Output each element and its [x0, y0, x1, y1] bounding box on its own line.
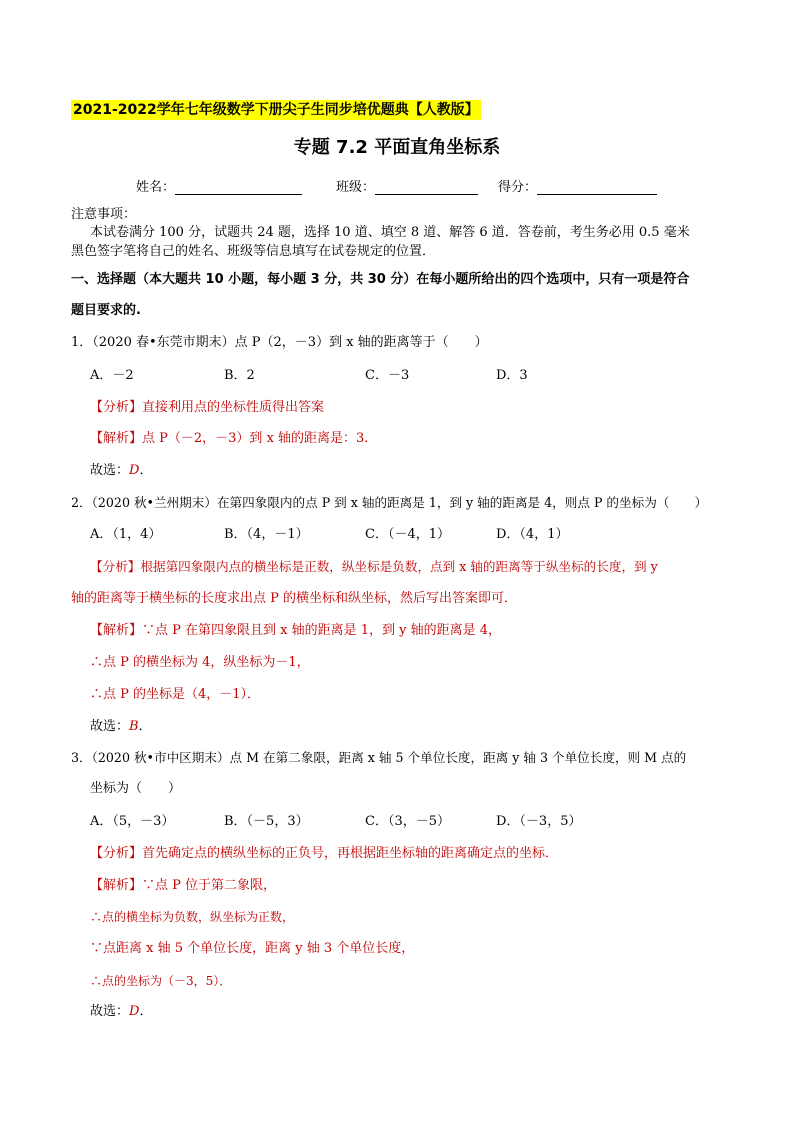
question-2-stem: 2．（2020 秋•兰州期末）在第四象限内的点 P 到 x 轴的距离是 1，到 y 轴的距离是 4，则点 P 的坐标为（ ） [71, 495, 708, 510]
analysis-text: 首先确定点的横纵坐标的正负号，再根据距坐标轴的距离确定点的坐标． [142, 846, 559, 861]
question-3-answer [90, 1002, 152, 1022]
question-1-options [90, 366, 730, 386]
name-label: 姓名： [136, 180, 176, 195]
option-a[interactable]: A．（1，4） [90, 527, 162, 542]
answer-suffix: ． [139, 1004, 153, 1019]
question-3-solution-line-3: ∵点距离 x 轴 5 个单位长度，距离 y 轴 3 个单位长度， [90, 941, 415, 956]
question-1-solution [90, 429, 377, 449]
option-b[interactable]: B．（－5，3） [224, 814, 309, 829]
question-3-solution-line-4: ∴点的坐标为（－3，5）． [90, 974, 232, 988]
score-field [498, 176, 657, 195]
notes-line-1: 本试卷满分 100 分，试题共 24 题，选择 10 道、填空 8 道、解答 6 道．答卷前，考生务必用 0.5 毫米 [90, 225, 690, 240]
answer-prefix: 故选： [90, 463, 130, 478]
answer-letter: D [129, 1004, 140, 1019]
student-info-row [0, 176, 794, 196]
analysis-tag: 【分析】 [90, 400, 143, 415]
question-3-solution-line-1 [90, 876, 276, 896]
analysis-text: 直接利用点的坐标性质得出答案 [142, 400, 325, 415]
option-a[interactable]: A．－2 [90, 368, 134, 383]
question-2-solution-line-2: ∴点 P 的横坐标为 4，纵坐标为－1， [90, 655, 310, 670]
question-2-analysis-line-1 [90, 557, 658, 577]
name-blank[interactable] [175, 180, 302, 195]
question-1-analysis [90, 398, 324, 418]
question-2-analysis-line-2: 轴的距离等于横坐标的长度求出点 P 的横坐标和纵坐标，然后写出答案即可． [71, 591, 518, 606]
section-heading-line-1: 一、选择题（本大题共 10 小题，每小题 3 分，共 30 分）在每小题所给出的四个选项中，只有一项是符合 [71, 272, 690, 287]
score-label: 得分： [498, 180, 538, 195]
question-3-stem-line-1: 3．（2020 秋•市中区期末）点 M 在第二象限，距离 x 轴 5 个单位长度，距离 y 轴 3 个单位长度，则 M 点的 [71, 750, 687, 765]
analysis-tag: 【分析】 [90, 559, 141, 574]
notes-line-2: 黑色签字笔将自己的姓名、班级等信息填写在试卷规定的位置． [71, 244, 436, 259]
answer-letter: D [129, 463, 140, 478]
solution-tag: 【解析】 [90, 878, 143, 893]
question-3-options [90, 812, 730, 832]
question-3-stem-line-2: 坐标为（ ） [90, 781, 182, 796]
answer-prefix: 故选： [90, 719, 130, 734]
question-2-solution-line-3: ∴点 P 的坐标是（4，－1）． [90, 687, 261, 702]
answer-suffix: ． [139, 463, 153, 478]
class-blank[interactable] [375, 180, 478, 195]
solution-text: 点 P（－2，－3）到 x 轴的距离是：3． [142, 431, 378, 446]
option-b[interactable]: B．2 [224, 368, 255, 383]
solution-tag: 【解析】 [90, 623, 143, 638]
option-c[interactable]: C．（－4，1） [365, 527, 450, 542]
option-c[interactable]: C．－3 [365, 368, 410, 383]
name-field [136, 176, 302, 195]
solution-text: ∵点 P 位于第二象限， [142, 878, 277, 893]
solution-tag: 【解析】 [90, 431, 143, 446]
analysis-text: 根据第四象限内点的横坐标是正数，纵坐标是负数，点到 x 轴的距离等于纵坐标的长度，到 y [140, 559, 658, 574]
topic-title: 专题 7.2 平面直角坐标系 [293, 137, 501, 158]
question-1-stem: 1．（2020 春•东莞市期末）点 P（2，－3）到 x 轴的距离等于（ ） [71, 335, 488, 350]
question-3-solution-line-2: ∴点的横坐标为负数，纵坐标为正数， [90, 910, 295, 924]
answer-letter: B [129, 719, 139, 734]
solution-text: ∵点 P 在第四象限且到 x 轴的距离是 1，到 y 轴的距离是 4， [142, 623, 502, 638]
class-field [336, 176, 478, 195]
series-title: 2021-2022学年七年级数学下册尖子生同步培优题典【人教版】 [73, 102, 479, 118]
answer-prefix: 故选： [90, 1004, 130, 1019]
question-2-answer [90, 717, 152, 737]
option-d[interactable]: D．3 [496, 368, 528, 383]
option-a[interactable]: A．（5，－3） [90, 814, 175, 829]
analysis-tag: 【分析】 [90, 846, 143, 861]
notes-heading: 注意事项： [71, 207, 137, 222]
question-1-answer [90, 461, 152, 481]
question-3-analysis [90, 844, 558, 864]
class-label: 班级： [336, 180, 376, 195]
answer-suffix: ． [138, 719, 152, 734]
option-c[interactable]: C．（3，－5） [365, 814, 450, 829]
option-b[interactable]: B．（4，－1） [224, 527, 309, 542]
score-blank[interactable] [537, 180, 657, 195]
question-2-options [90, 525, 730, 545]
option-d[interactable]: D．（4，1） [496, 527, 569, 542]
question-2-solution-line-1 [90, 621, 501, 641]
option-d[interactable]: D．（－3，5） [496, 814, 582, 829]
section-heading-line-2: 题目要求的. [71, 303, 141, 318]
